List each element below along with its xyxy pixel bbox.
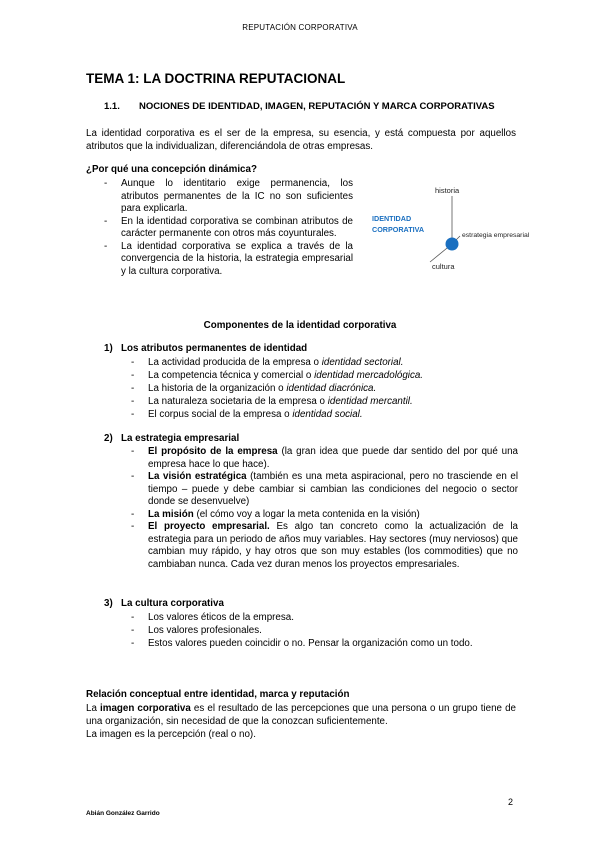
component-3-heading: 3) La cultura corporativa — [104, 598, 224, 609]
footer-author: Abián González Garrido — [86, 810, 160, 817]
axis-label-cultura: cultura — [432, 262, 455, 271]
identity-diagram — [368, 180, 554, 272]
component-2-heading: 2) La estrategia empresarial — [104, 433, 240, 444]
component-1-list — [128, 356, 518, 421]
section-number: 1.1. — [104, 101, 120, 112]
components-heading: Componentes de la identidad corporativa — [203, 320, 397, 331]
list-item: - El proyecto empresarial. Es algo tan concreto como la actualización de la estrategia para un periodo de años muy variables. Hay sectores (muy nerviosos) que cambian muy rápido, y hay otros que son muy estables (los commodities) que no cambiaban nunca. Cada vez duran menos los proyectos empresariales. — [131, 521, 519, 570]
relation-paragraph-2: La imagen es la percepción (real o no). — [86, 729, 256, 740]
page-title: TEMA 1: LA DOCTRINA REPUTACIONAL — [86, 71, 346, 86]
intro-paragraph: La identidad corporativa es el ser de la empresa, su esencia, y está compuesta por aquellos atributos que la individualizan, diferenciándola de otras empresas. — [86, 128, 516, 152]
dynamic-heading: ¿Por qué una concepción dinámica? — [86, 164, 257, 175]
list-item: - El corpus social de la empresa o identidad social. — [131, 409, 363, 420]
axis-label-historia: historia — [435, 186, 460, 195]
list-item: - Aunque lo identitario exige permanencia, los atributos permanentes de la IC no son suficientes para explicarla. — [104, 178, 353, 214]
relation-heading: Relación conceptual entre identidad, marca y reputación — [86, 689, 350, 700]
component-3-list — [128, 611, 518, 650]
running-header: REPUTACIÓN CORPORATIVA — [242, 23, 358, 32]
list-item: - La misión (el cómo voy a logar la meta contenida en la visión) — [131, 508, 420, 520]
section-title: NOCIONES DE IDENTIDAD, IMAGEN, REPUTACIÓN Y MARCA CORPORATIVAS — [139, 101, 495, 112]
list-item: - La actividad producida de la empresa o identidad sectorial. — [131, 357, 404, 368]
page-number: 2 — [508, 797, 514, 807]
list-item: - El propósito de la empresa (la gran idea que puede dar sentido del por qué una empresa hace lo que hace). — [131, 446, 518, 470]
list-item: - En la identidad corporativa se combinan atributos de carácter permanente con otros más coyunturales. — [104, 215, 353, 239]
identity-dot — [446, 238, 459, 251]
list-item: - La visión estratégica (también es una meta aspiracional, pero no trasciende en el tiempo – puede y debe cambiar si cambian las condiciones del negocio o sector donde se desenvuelve) — [131, 471, 518, 507]
relation-paragraph: La imagen corporativa es el resultado de las percepciones que una persona o un grupo tiene de una organización, sin necesidad de que la conozcan suficientemente. — [86, 703, 516, 727]
list-item: - Los valores profesionales. — [131, 625, 262, 636]
list-item: - La naturaleza societaria de la empresa o identidad mercantil. — [131, 396, 413, 407]
dynamic-list — [101, 178, 353, 278]
component-1-heading: 1) Los atributos permanentes de identidad — [104, 343, 308, 354]
diagram-title-line1: IDENTIDAD — [372, 214, 412, 223]
component-2-list — [128, 446, 518, 571]
list-item: - La historia de la organización o identidad diacrónica. — [131, 383, 377, 394]
list-item: - La identidad corporativa se explica a través de la convergencia de la historia, la estrategia empresarial y la cultura corporativa. — [104, 240, 353, 277]
list-item: - Estos valores pueden coincidir o no. Pensar la organización como un todo. — [131, 638, 473, 649]
list-item: - Los valores éticos de la empresa. — [131, 612, 294, 623]
list-item: - La competencia técnica y comercial o identidad mercadológica. — [131, 370, 424, 381]
axis-label-estrategia: estrategia empresarial — [462, 232, 530, 239]
diagram-title-line2: CORPORATIVA — [372, 225, 425, 234]
